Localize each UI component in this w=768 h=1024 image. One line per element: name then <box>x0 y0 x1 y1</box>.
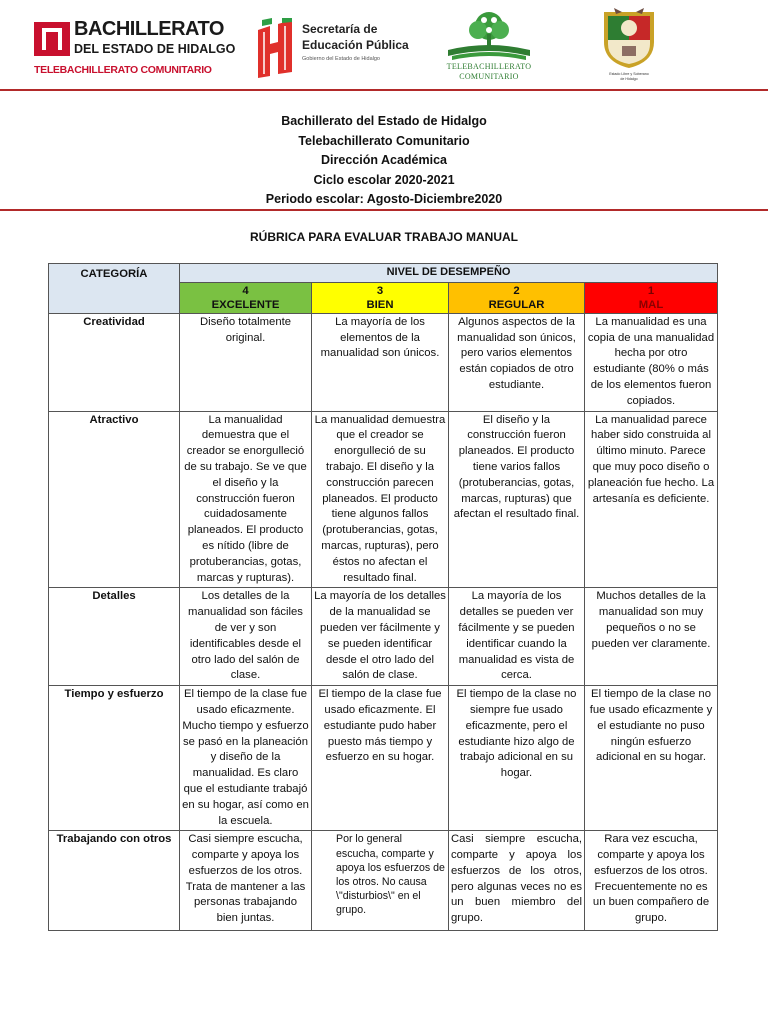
telebachillerato-logo-line2: COMUNITARIO <box>459 72 519 81</box>
row-category: Tiempo y esfuerzo <box>49 686 180 831</box>
document-title: RÚBRICA PARA EVALUAR TRABAJO MANUAL <box>250 230 518 244</box>
bachillerato-logo-line1: BACHILLERATO <box>74 18 224 40</box>
table-cell: El tiempo de la clase fue usado eficazmente. Mucho tiempo y esfuerzo se pasó en la planeación y diseño de la manualidad. Es claro que el estudiante trabajó en su hogar, así como en la escuela. <box>180 686 312 831</box>
row-category: Trabajando con otros <box>49 831 180 931</box>
level-4-header <box>180 282 312 313</box>
level-4-label: EXCELENTE <box>211 298 280 311</box>
level-3-number: 3 <box>376 284 384 297</box>
table-cell: La mayoría de los elementos de la manualidad son únicos. <box>312 313 449 411</box>
table-cell: La manualidad demuestra que el creador se enorgulleció de su trabajo. El diseño y la construcción parecen planeados. El producto tiene algunos fallos (protuberancias, gotas, marcas, rupturas), pero éstos no afectan el resultado final. <box>312 411 449 588</box>
bachillerato-logo <box>34 18 236 80</box>
table-cell: Algunos aspectos de la manualidad son únicos, pero varios elementos están copiados de otro estudiante. <box>449 313 585 411</box>
table-row <box>49 411 718 588</box>
heading-line4: Ciclo escolar 2020-2021 <box>313 172 455 187</box>
table-row <box>49 588 718 686</box>
telebachillerato-logo-line1: TELEBACHILLERATO <box>446 62 532 71</box>
hidalgo-h-icon <box>256 18 294 78</box>
table-cell: La mayoría de los detalles de la manualidad se pueden ver fácilmente y se pueden identificar desde el otro lado del salón de clase. <box>312 588 449 686</box>
heading-line1: Bachillerato del Estado de Hidalgo <box>281 114 487 128</box>
table-cell: Diseño totalmente original. <box>180 313 312 411</box>
hidalgo-logo-line1: Estado Libre y Soberano <box>609 72 649 76</box>
logo-bar <box>0 0 768 90</box>
table-row <box>49 313 718 411</box>
table-cell: Por lo general escucha, comparte y apoya los esfuerzos de los otros. No causa \"disturbios\" en el grupo. <box>312 831 449 931</box>
table-header-row-1 <box>49 264 718 283</box>
institution-heading <box>0 112 768 210</box>
sep-logo-line2: Educación Pública <box>302 38 409 52</box>
sep-logo-line1: Secretaría de <box>302 22 378 36</box>
bachillerato-logo-line2: DEL ESTADO DE HIDALGO <box>74 42 236 56</box>
table-row <box>49 831 718 931</box>
table-cell: Casi siempre escucha, comparte y apoya los esfuerzos de los otros, pero algunas veces no es un buen miembro del grupo. <box>449 831 585 931</box>
coat-of-arms-icon <box>594 6 664 70</box>
row-category: Atractivo <box>49 411 180 588</box>
table-cell: La manualidad es una copia de una manualidad hecha por otro estudiante (80% o más de los elementos fueron copiados. <box>585 313 718 411</box>
top-divider <box>0 89 768 91</box>
nivel-header: NIVEL DE DESEMPEÑO <box>180 264 718 283</box>
table-cell: El diseño y la construcción fueron planeados. El producto tiene varios fallos (protuberancias, gotas, marcas, rupturas) que afectan el resultado final. <box>449 411 585 588</box>
tree-book-icon <box>438 10 540 62</box>
table-cell: Los detalles de la manualidad son fáciles de ver y son identificables desde el otro lado del salón de clase. <box>180 588 312 686</box>
row-category: Detalles <box>49 588 180 686</box>
level-2-number: 2 <box>513 284 520 297</box>
heading-line2: Telebachillerato Comunitario <box>298 133 470 148</box>
level-1-label: MAL <box>638 298 664 311</box>
heading-line5: Periodo escolar: Agosto-Diciembre2020 <box>265 192 503 206</box>
rubric-table <box>48 263 718 931</box>
heading-line3: Dirección Académica <box>321 153 447 167</box>
sep-logo-line3: Gobierno del Estado de Hidalgo <box>302 56 380 62</box>
table-cell: El tiempo de la clase no siempre fue usado eficazmente, pero el estudiante hizo algo de trabajo adicional en su hogar. <box>449 686 585 831</box>
table-cell: Rara vez escucha, comparte y apoya los esfuerzos de los otros. Frecuentemente no es un buen compañero de grupo. <box>585 831 718 931</box>
bachillerato-emblem-icon <box>34 22 70 56</box>
sep-logo <box>256 16 409 80</box>
table-cell: La mayoría de los detalles se pueden ver fácilmente y se pueden identificar cuando la manualidad es vista de cerca. <box>449 588 585 686</box>
level-1-header <box>585 282 718 313</box>
table-cell: El tiempo de la clase no fue usado eficazmente y el estudiante no puso ningún esfuerzo adicional en su hogar. <box>585 686 718 831</box>
hidalgo-coat-of-arms <box>594 6 664 86</box>
level-1-number: 1 <box>647 284 655 297</box>
table-cell: La manualidad parece haber sido construida al último minuto. Parece que muy poco diseño o planeación fue hecho. La artesanía es deficiente. <box>585 411 718 588</box>
bottom-divider <box>0 209 768 211</box>
table-cell: Muchos detalles de la manualidad son muy pequeños o no se pueden ver claramente. <box>585 588 718 686</box>
categoria-header: CATEGORÍA <box>49 264 180 314</box>
table-row <box>49 686 718 831</box>
level-4-number: 4 <box>242 284 249 297</box>
level-2-label: REGULAR <box>488 298 545 311</box>
level-3-header <box>312 282 449 313</box>
telebachillerato-logo <box>438 10 540 82</box>
bachillerato-logo-line3: TELEBACHILLERATO COMUNITARIO <box>34 64 212 76</box>
table-cell: Casi siempre escucha, comparte y apoya los esfuerzos de los otros. Trata de mantener a las personas trabajando bien juntas. <box>180 831 312 931</box>
level-3-label: BIEN <box>366 298 394 311</box>
row-category: Creatividad <box>49 313 180 411</box>
level-2-header <box>449 282 585 313</box>
table-cell: La manualidad demuestra que el creador se enorgulleció de su trabajo. Se ve que el diseño y la construcción fueron cuidadosamente planeados. El producto es nítido (libre de protuberancias, gotas, marcas y rupturas). <box>180 411 312 588</box>
hidalgo-logo-line2: de Hidalgo <box>620 77 638 81</box>
table-cell: El tiempo de la clase fue usado eficazmente. El estudiante pudo haber puesto más tiempo y esfuerzo en su hogar. <box>312 686 449 831</box>
